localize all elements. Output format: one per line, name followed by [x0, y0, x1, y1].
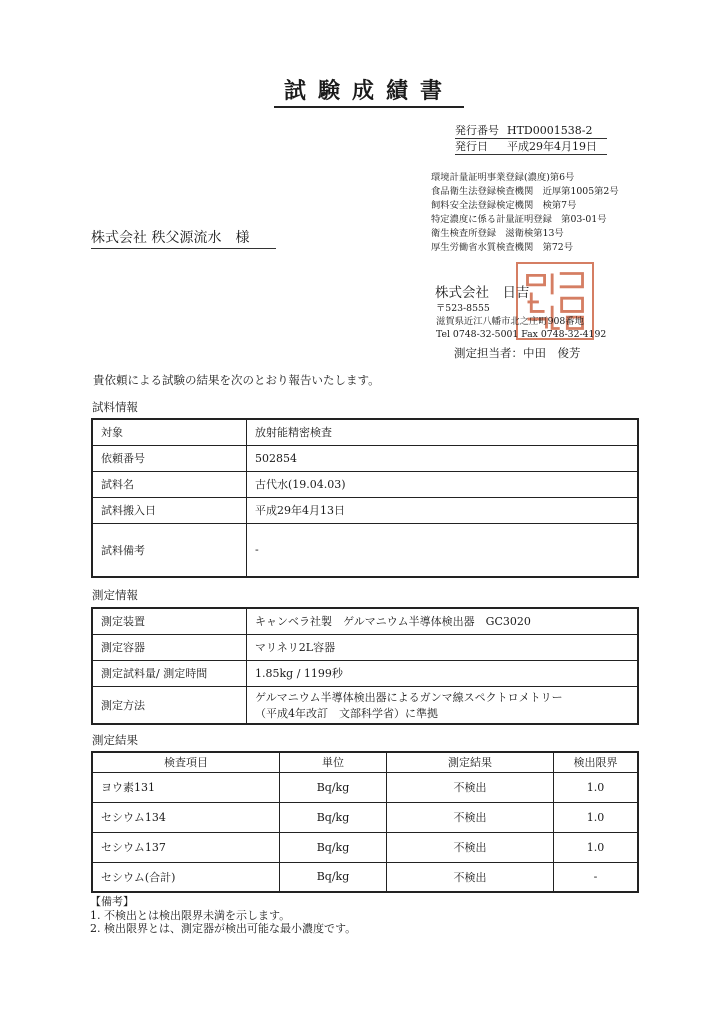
- row-value: マリネリ2L容器: [247, 634, 639, 660]
- result-value: 不検出: [387, 772, 554, 802]
- issuer-company: 株式会社 日吉: [435, 285, 530, 301]
- table-row: [92, 608, 638, 634]
- row-value: 古代水(19.04.03): [247, 471, 639, 497]
- result-unit: Bq/kg: [280, 802, 387, 832]
- registration-list: [431, 171, 619, 256]
- table-row: [92, 772, 638, 802]
- table-row: [92, 471, 638, 497]
- section-heading-sample: 試料情報: [92, 400, 138, 414]
- result-unit: Bq/kg: [280, 772, 387, 802]
- result-limit: 1.0: [554, 802, 639, 832]
- issuer-address: 滋賀県近江八幡市北之庄町908番地: [436, 316, 584, 327]
- row-label: 測定容器: [92, 634, 247, 660]
- row-value: 1.85kg / 1199秒: [247, 660, 639, 686]
- registration-item: 飼料安全法登録検定機関 検第7号: [431, 200, 577, 212]
- note-item: 2. 検出限界とは、測定器が検出可能な最小濃度です。: [90, 922, 357, 935]
- notes-heading: 【備考】: [90, 895, 134, 908]
- row-value: 放射能精密検査: [247, 419, 639, 445]
- result-limit: -: [554, 862, 639, 892]
- result-unit: Bq/kg: [280, 862, 387, 892]
- document-title: 試験成績書: [274, 74, 464, 108]
- result-item: セシウム137: [92, 832, 280, 862]
- results-table: [91, 751, 639, 893]
- issue-number: [455, 124, 607, 139]
- row-label: 依頼番号: [92, 445, 247, 471]
- notes: [90, 895, 356, 936]
- row-value: 平成29年4月13日: [247, 497, 639, 523]
- table-row: [92, 802, 638, 832]
- table-row: [92, 862, 638, 892]
- row-value: キャンベラ社製 ゲルマニウム半導体検出器 GC3020: [247, 608, 639, 634]
- table-row: [92, 660, 638, 686]
- result-value: 不検出: [387, 862, 554, 892]
- intro-text: 貴依頼による試験の結果を次のとおり報告いたします。: [93, 373, 380, 387]
- issuer-contact: Tel 0748-32-5001 Fax 0748-32-4192: [436, 329, 607, 340]
- note-item: 1. 不検出とは検出限界未満を示します。: [90, 908, 291, 922]
- issue-date-label: 発行日: [455, 140, 488, 153]
- registration-item: 環境計量証明事業登録(濃度)第6号: [431, 172, 575, 183]
- table-row: [92, 419, 638, 445]
- method-line-2: （平成4年改訂 文部科学省）に準拠: [255, 706, 438, 720]
- registration-item: 食品衛生法登録検査機関 近厚第1005第2号: [431, 186, 619, 198]
- row-label: 対象: [92, 419, 247, 445]
- issue-date-value: 平成29年4月19日: [507, 140, 597, 153]
- row-value: [247, 686, 639, 724]
- result-item: セシウム(合計): [92, 862, 280, 892]
- sample-info-table: [91, 418, 639, 578]
- issue-number-value: HTD0001538-2: [507, 124, 593, 137]
- row-label: 試料名: [92, 471, 247, 497]
- table-row: [92, 686, 638, 724]
- registration-item: 特定濃度に係る計量証明登録 第03-01号: [431, 214, 607, 226]
- section-heading-results: 測定結果: [92, 733, 138, 747]
- column-header: 測定結果: [387, 752, 554, 772]
- table-row: [92, 832, 638, 862]
- column-header: 検査項目: [92, 752, 280, 772]
- table-row: [92, 497, 638, 523]
- result-unit: Bq/kg: [280, 832, 387, 862]
- issue-number-label: 発行番号: [455, 124, 499, 137]
- result-value: 不検出: [387, 802, 554, 832]
- result-limit: 1.0: [554, 772, 639, 802]
- column-header: 検出限界: [554, 752, 639, 772]
- table-header-row: [92, 752, 638, 772]
- result-limit: 1.0: [554, 832, 639, 862]
- row-label: 試料備考: [92, 523, 247, 577]
- registration-item: 厚生労働省水質検査機関 第72号: [431, 242, 573, 254]
- row-label: 試料搬入日: [92, 497, 247, 523]
- measure-info-table: [91, 607, 639, 725]
- result-item: ヨウ素131: [92, 772, 280, 802]
- column-header: 単位: [280, 752, 387, 772]
- row-value: 502854: [247, 445, 639, 471]
- table-row: [92, 634, 638, 660]
- row-label: 測定装置: [92, 608, 247, 634]
- addressee: 株式会社 秩父源流水 様: [91, 227, 276, 249]
- issue-date: [455, 140, 607, 155]
- row-value: -: [247, 523, 639, 577]
- method-line-1: ゲルマニウム半導体検出器によるガンマ線スペクトロメトリー: [255, 690, 563, 704]
- table-row: [92, 445, 638, 471]
- row-label: 測定試料量/ 測定時間: [92, 660, 247, 686]
- result-item: セシウム134: [92, 802, 280, 832]
- row-label: 測定方法: [92, 686, 247, 724]
- section-heading-measure: 測定情報: [92, 588, 138, 602]
- result-value: 不検出: [387, 832, 554, 862]
- table-row: [92, 523, 638, 577]
- tester-name: 測定担当者：中田 俊芳: [454, 346, 581, 360]
- issuer-postal: 〒523-8555: [436, 303, 490, 314]
- registration-item: 衛生検査所登録 滋衛検第13号: [431, 228, 564, 240]
